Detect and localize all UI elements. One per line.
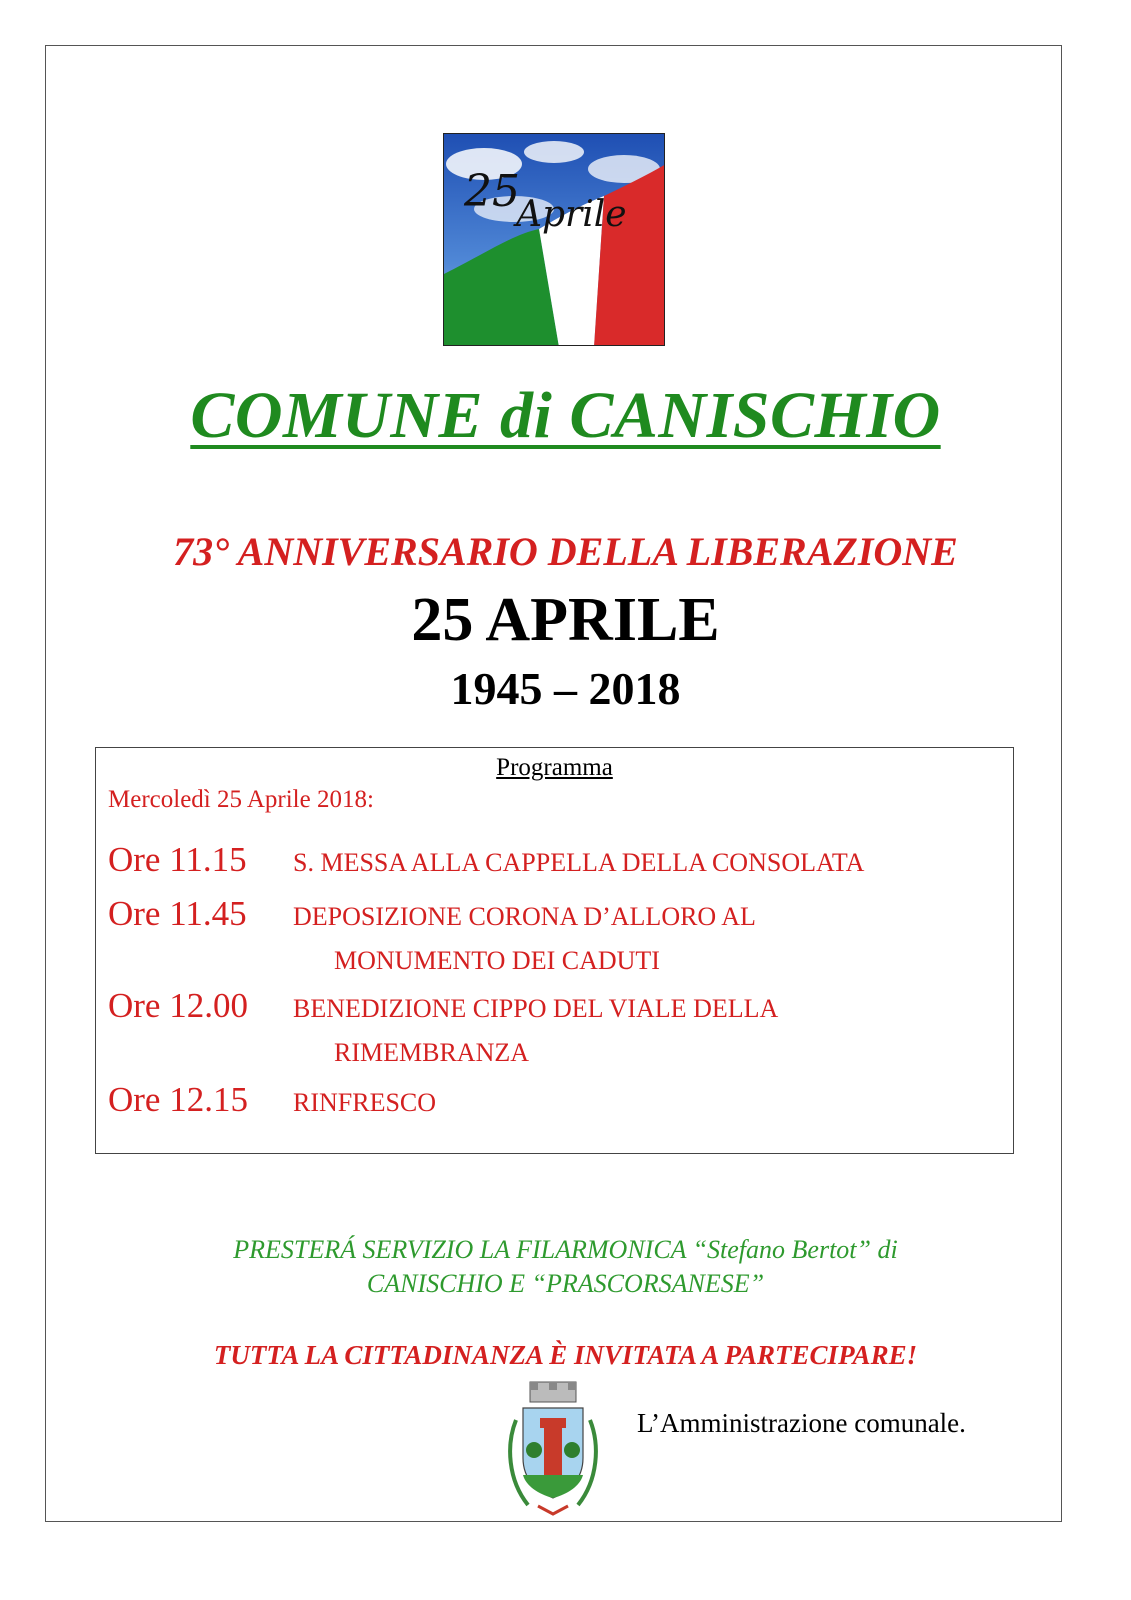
band-notice-line-2: CANISCHIO E “PRASCORSANESE” [366,1269,765,1298]
signature-text: L’Amministrazione comunale. [637,1408,966,1438]
program-day: Mercoledì 25 Aprile 2018: [108,786,374,813]
logo-word: Aprile [516,194,627,235]
municipal-crest-icon [498,1380,608,1520]
page-title: COMUNE di CANISCHIO [190,379,941,452]
band-notice-line-1: PRESTERÁ SERVIZIO LA FILARMONICA “Stefano Bertot” di [233,1235,898,1264]
program-time: Ore 12.15 [108,1080,248,1119]
anniversary-heading: 73° ANNIVERSARIO DELLA LIBERAZIONE [173,529,958,574]
program-time: Ore 11.45 [108,894,247,933]
program-description: BENEDIZIONE CIPPO DEL VIALE DELLA [293,994,779,1023]
program-box [95,747,1014,1154]
program-time: Ore 11.15 [108,840,247,879]
event-years: 1945 – 2018 [450,663,681,714]
program-description: RINFRESCO [293,1088,437,1117]
program-description: DEPOSIZIONE CORONA D’ALLORO AL [293,902,756,931]
program-description: S. MESSA ALLA CAPPELLA DELLA CONSOLATA [293,848,865,877]
event-date: 25 APRILE [411,586,720,654]
invitation-text: TUTTA LA CITTADINANZA È INVITATA A PARTECIPARE! [213,1340,918,1370]
program-heading: Programma [496,754,613,781]
program-description-continued: MONUMENTO DEI CADUTI [334,946,660,975]
band-notice [0,1233,1131,1301]
program-description-continued: RIMEMBRANZA [334,1038,530,1067]
program-time: Ore 12.00 [108,986,248,1025]
25-aprile-logo [443,133,665,346]
logo-number: 25 [464,166,520,217]
